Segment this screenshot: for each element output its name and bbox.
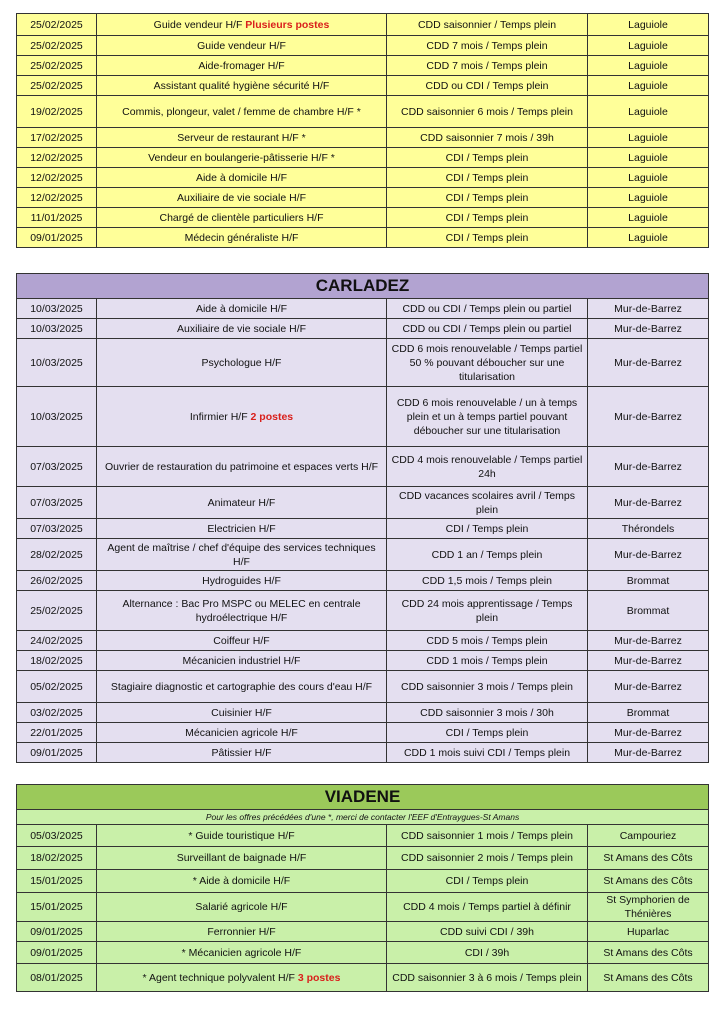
job-title: Ouvrier de restauration du patrimoine et espaces verts H/F (104, 460, 379, 473)
job-title-cell (97, 671, 387, 703)
location-cell: Brommat (588, 591, 709, 631)
laguiole-rows (17, 14, 709, 248)
job-title-cell (97, 56, 387, 76)
location-cell: Brommat (588, 571, 709, 591)
job-title: Serveur de restaurant H/F * (177, 131, 306, 144)
job-title: Pâtissier H/F (211, 746, 272, 759)
job-title-cell (97, 519, 387, 539)
date-cell: 10/03/2025 (17, 339, 97, 387)
job-row (17, 96, 709, 128)
job-row (17, 14, 709, 36)
job-title-cell (97, 96, 387, 128)
contract-cell: CDD 5 mois / Temps plein (387, 631, 588, 651)
job-title-cell (97, 743, 387, 763)
job-title: Auxiliaire de vie sociale H/F (177, 322, 306, 335)
job-row (17, 447, 709, 487)
contract-cell: CDI / Temps plein (387, 870, 588, 893)
job-title-cell (97, 228, 387, 248)
location-cell: St Symphorien de Thénières (588, 893, 709, 922)
job-title-cell (97, 299, 387, 319)
location-cell: Mur-de-Barrez (588, 339, 709, 387)
date-cell: 24/02/2025 (17, 631, 97, 651)
job-title-cell (97, 703, 387, 723)
carladez-rows (17, 274, 709, 763)
job-row (17, 208, 709, 228)
viadene-header-row (17, 785, 709, 810)
date-cell: 07/03/2025 (17, 519, 97, 539)
job-title-cell (97, 825, 387, 847)
section-note: Pour les offres précédées d'une *, merci de contacter l'EEF d'Entraygues-St Amans (17, 810, 709, 825)
job-title: Commis, plongeur, valet / femme de chambre H/F * (122, 105, 361, 118)
job-title: Assistant qualité hygiène sécurité H/F (153, 79, 330, 92)
section-title: VIADENE (17, 785, 709, 810)
date-cell: 09/01/2025 (17, 942, 97, 964)
job-row (17, 76, 709, 96)
job-title: Mécanicien agricole H/F (185, 726, 298, 739)
job-title-cell (97, 591, 387, 631)
job-title-cell (97, 964, 387, 992)
job-title-cell (97, 76, 387, 96)
date-cell: 08/01/2025 (17, 964, 97, 992)
job-title: * Guide touristique H/F (188, 829, 295, 842)
job-title: * Mécanicien agricole H/F (181, 946, 302, 959)
contract-cell: CDD saisonnier / Temps plein (387, 14, 588, 36)
job-title-cell (97, 148, 387, 168)
job-title-cell (97, 319, 387, 339)
location-cell: Laguiole (588, 56, 709, 76)
job-row (17, 723, 709, 743)
job-title-cell (97, 387, 387, 447)
date-cell: 18/02/2025 (17, 847, 97, 870)
job-title: Psychologue H/F (201, 356, 282, 369)
location-cell: Campouriez (588, 825, 709, 847)
contract-cell: CDD saisonnier 7 mois / 39h (387, 128, 588, 148)
job-title-cell (97, 36, 387, 56)
job-row (17, 942, 709, 964)
contract-cell: CDD saisonnier 3 mois / Temps plein (387, 671, 588, 703)
location-cell: Laguiole (588, 148, 709, 168)
job-title-cell (97, 188, 387, 208)
job-title: * Agent technique polyvalent H/F (142, 971, 295, 984)
job-title: Agent de maîtrise / chef d'équipe des services techniques H/F (107, 541, 376, 568)
contract-cell: CDD 7 mois / Temps plein (387, 56, 588, 76)
location-cell: Laguiole (588, 228, 709, 248)
job-row (17, 893, 709, 922)
location-cell: Mur-de-Barrez (588, 299, 709, 319)
location-cell: Laguiole (588, 76, 709, 96)
job-title: Salarié agricole H/F (195, 901, 288, 913)
job-title: Cuisinier H/F (211, 706, 272, 719)
job-title-cell (97, 539, 387, 571)
location-cell: Laguiole (588, 168, 709, 188)
contract-cell: CDD 1 an / Temps plein (387, 539, 588, 571)
job-title: Vendeur en boulangerie-pâtisserie H/F * (148, 151, 335, 164)
location-cell: St Amans des Côts (588, 964, 709, 992)
contract-cell: CDD 1,5 mois / Temps plein (387, 571, 588, 591)
job-title-cell (97, 893, 387, 922)
contract-cell: CDD saisonnier 6 mois / Temps plein (387, 96, 588, 128)
location-cell: Laguiole (588, 208, 709, 228)
viadene-rows (17, 785, 709, 992)
contract-cell: CDD suivi CDI / 39h (387, 922, 588, 942)
date-cell: 09/01/2025 (17, 743, 97, 763)
section-title: CARLADEZ (17, 274, 709, 299)
job-title-cell (97, 487, 387, 519)
contract-cell: CDI / Temps plein (387, 208, 588, 228)
job-row (17, 188, 709, 208)
date-cell: 10/03/2025 (17, 387, 97, 447)
contract-cell: CDD ou CDI / Temps plein ou partiel (387, 299, 588, 319)
job-row (17, 299, 709, 319)
location-cell: Laguiole (588, 188, 709, 208)
job-title: Aide à domicile H/F (195, 302, 288, 315)
location-cell: Mur-de-Barrez (588, 447, 709, 487)
date-cell: 12/02/2025 (17, 168, 97, 188)
job-row (17, 825, 709, 847)
carladez-header-row (17, 274, 709, 299)
location-cell: Mur-de-Barrez (588, 723, 709, 743)
date-cell: 07/03/2025 (17, 447, 97, 487)
job-title: * Aide à domicile H/F (192, 875, 291, 887)
job-title: Surveillant de baignade H/F (176, 852, 307, 864)
contract-cell: CDI / 39h (387, 942, 588, 964)
job-title-cell (97, 870, 387, 893)
date-cell: 09/01/2025 (17, 922, 97, 942)
contract-cell: CDD vacances scolaires avril / Temps plein (387, 487, 588, 519)
job-title: Chargé de clientèle particuliers H/F (159, 211, 324, 224)
location-cell: Mur-de-Barrez (588, 671, 709, 703)
date-cell: 25/02/2025 (17, 76, 97, 96)
job-title-cell (97, 208, 387, 228)
contract-cell: CDD saisonnier 3 mois / 30h (387, 703, 588, 723)
date-cell: 25/02/2025 (17, 56, 97, 76)
job-row (17, 168, 709, 188)
date-cell: 28/02/2025 (17, 539, 97, 571)
job-title: Electricien H/F (207, 522, 276, 535)
job-row (17, 964, 709, 992)
job-title-cell (97, 128, 387, 148)
job-row (17, 339, 709, 387)
date-cell: 03/02/2025 (17, 703, 97, 723)
contract-cell: CDD 24 mois apprentissage / Temps plein (387, 591, 588, 631)
location-cell: Laguiole (588, 96, 709, 128)
date-cell: 11/01/2025 (17, 208, 97, 228)
location-cell: Mur-de-Barrez (588, 743, 709, 763)
date-cell: 05/02/2025 (17, 671, 97, 703)
date-cell: 18/02/2025 (17, 651, 97, 671)
date-cell: 26/02/2025 (17, 571, 97, 591)
job-title: Coiffeur H/F (213, 634, 270, 647)
location-cell: Thérondels (588, 519, 709, 539)
date-cell: 25/02/2025 (17, 36, 97, 56)
contract-cell: CDD 1 mois / Temps plein (387, 651, 588, 671)
job-title: Infirmier H/F (189, 410, 248, 423)
contract-cell: CDD ou CDI / Temps plein (387, 76, 588, 96)
positions-highlight: Plusieurs postes (245, 18, 330, 31)
contract-cell: CDD ou CDI / Temps plein ou partiel (387, 319, 588, 339)
date-cell: 09/01/2025 (17, 228, 97, 248)
job-title-cell (97, 942, 387, 964)
job-row (17, 319, 709, 339)
contract-cell: CDD saisonnier 2 mois / Temps plein (387, 847, 588, 870)
location-cell: St Amans des Côts (588, 942, 709, 964)
job-title: Animateur H/F (207, 496, 276, 509)
job-row (17, 128, 709, 148)
job-title-cell (97, 339, 387, 387)
job-title: Alternance : Bac Pro MSPC ou MELEC en centrale hydroélectrique H/F (122, 597, 361, 624)
job-title: Ferronnier H/F (207, 925, 276, 938)
date-cell: 10/03/2025 (17, 299, 97, 319)
job-row (17, 703, 709, 723)
contract-cell: CDD 7 mois / Temps plein (387, 36, 588, 56)
contract-cell: CDD 6 mois renouvelable / Temps partiel 50 % pouvant déboucher sur une titularisation (387, 339, 588, 387)
job-title: Guide vendeur H/F (153, 18, 243, 31)
job-row (17, 922, 709, 942)
contract-cell: CDD 4 mois renouvelable / Temps partiel 24h (387, 447, 588, 487)
date-cell: 07/03/2025 (17, 487, 97, 519)
contract-cell: CDD 4 mois / Temps partiel à définir (387, 893, 588, 922)
job-title: Auxiliaire de vie sociale H/F (177, 191, 306, 204)
job-title-cell (97, 651, 387, 671)
positions-highlight: 2 postes (250, 410, 294, 423)
carladez-table (16, 273, 709, 763)
contract-cell: CDD 1 mois suivi CDI / Temps plein (387, 743, 588, 763)
job-title: Stagiaire diagnostic et cartographie des cours d'eau H/F (110, 680, 373, 693)
laguiole-table (16, 13, 709, 248)
contract-cell: CDI / Temps plein (387, 188, 588, 208)
location-cell: Laguiole (588, 14, 709, 36)
location-cell: Brommat (588, 703, 709, 723)
viadene-note-row (17, 810, 709, 825)
job-row (17, 519, 709, 539)
job-title-cell (97, 447, 387, 487)
job-title: Mécanicien industriel H/F (182, 654, 301, 667)
job-title: Hydroguides H/F (202, 574, 281, 587)
job-title-cell (97, 571, 387, 591)
location-cell: St Amans des Côts (588, 847, 709, 870)
job-title: Aide-fromager H/F (198, 59, 285, 72)
location-cell: Huparlac (588, 922, 709, 942)
job-title-cell (97, 631, 387, 651)
positions-highlight: 3 postes (297, 971, 341, 984)
job-title: Médecin généraliste H/F (184, 231, 299, 244)
contract-cell: CDD saisonnier 3 à 6 mois / Temps plein (387, 964, 588, 992)
job-row (17, 56, 709, 76)
job-row (17, 228, 709, 248)
job-row (17, 870, 709, 893)
job-row (17, 591, 709, 631)
contract-cell: CDI / Temps plein (387, 723, 588, 743)
job-row (17, 571, 709, 591)
location-cell: Mur-de-Barrez (588, 631, 709, 651)
location-cell: Mur-de-Barrez (588, 539, 709, 571)
job-title-cell (97, 14, 387, 36)
job-row (17, 671, 709, 703)
date-cell: 25/02/2025 (17, 14, 97, 36)
location-cell: Laguiole (588, 36, 709, 56)
date-cell: 05/03/2025 (17, 825, 97, 847)
job-row (17, 743, 709, 763)
contract-cell: CDI / Temps plein (387, 148, 588, 168)
contract-cell: CDD 6 mois renouvelable / un à temps plein et un à temps partiel pouvant déboucher sur une titularisation (387, 387, 588, 447)
location-cell: Mur-de-Barrez (588, 387, 709, 447)
job-title-cell (97, 168, 387, 188)
location-cell: St Amans des Côts (588, 870, 709, 893)
viadene-table (16, 784, 709, 992)
location-cell: Mur-de-Barrez (588, 487, 709, 519)
job-row (17, 539, 709, 571)
job-row (17, 847, 709, 870)
date-cell: 12/02/2025 (17, 188, 97, 208)
date-cell: 10/03/2025 (17, 319, 97, 339)
location-cell: Laguiole (588, 128, 709, 148)
date-cell: 15/01/2025 (17, 893, 97, 922)
date-cell: 17/02/2025 (17, 128, 97, 148)
job-title: Guide vendeur H/F (197, 39, 286, 52)
job-row (17, 631, 709, 651)
contract-cell: CDI / Temps plein (387, 519, 588, 539)
job-row (17, 387, 709, 447)
job-title-cell (97, 723, 387, 743)
location-cell: Mur-de-Barrez (588, 319, 709, 339)
location-cell: Mur-de-Barrez (588, 651, 709, 671)
job-row (17, 651, 709, 671)
job-row (17, 487, 709, 519)
job-title: Aide à domicile H/F (195, 171, 288, 184)
job-title-cell (97, 847, 387, 870)
contract-cell: CDI / Temps plein (387, 168, 588, 188)
contract-cell: CDD saisonnier 1 mois / Temps plein (387, 825, 588, 847)
date-cell: 19/02/2025 (17, 96, 97, 128)
date-cell: 12/02/2025 (17, 148, 97, 168)
job-row (17, 148, 709, 168)
date-cell: 15/01/2025 (17, 870, 97, 893)
job-row (17, 36, 709, 56)
date-cell: 22/01/2025 (17, 723, 97, 743)
job-title-cell (97, 922, 387, 942)
date-cell: 25/02/2025 (17, 591, 97, 631)
contract-cell: CDI / Temps plein (387, 228, 588, 248)
